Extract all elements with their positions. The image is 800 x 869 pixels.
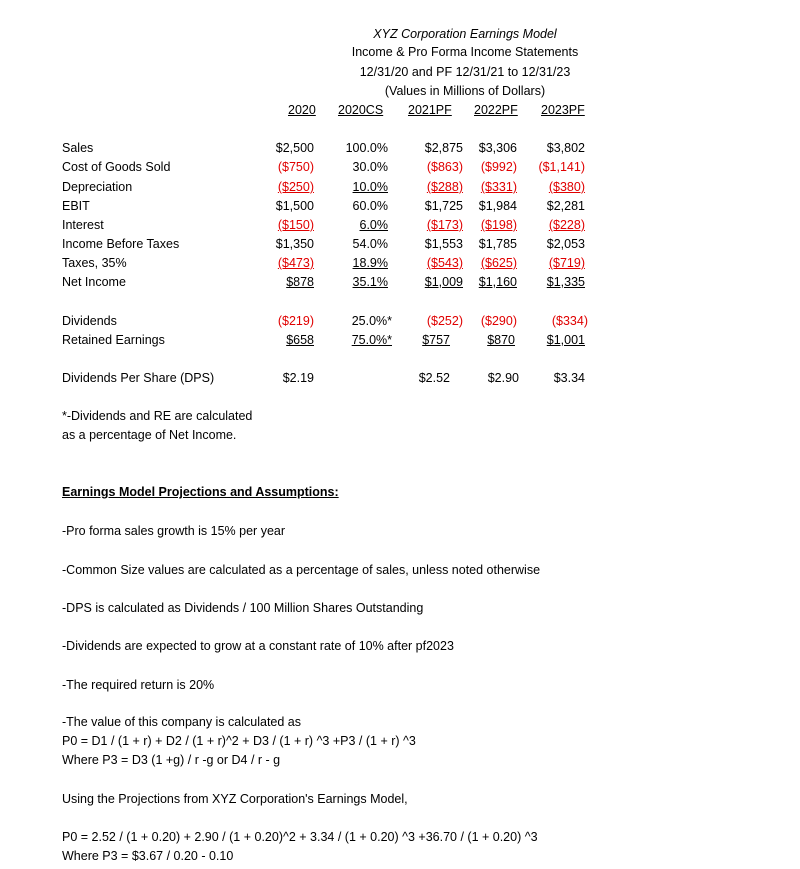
computation-line-2: Where P3 = $3.67 / 0.20 - 0.10 [62,849,234,863]
assumption-dividend-growth: -Dividends are expected to grow at a constant rate of 10% after pf2023 [62,639,454,653]
cell-net-income-2023pf: $1,335 [546,275,585,289]
cell-interest-2020cs: 6.0% [359,218,388,232]
cell-interest-2023pf: ($228) [548,218,585,232]
column-header-2020cs: 2020CS [338,103,384,117]
cell-ebit-2022pf: $1,984 [478,199,517,213]
row-label-taxes: Taxes, 35% [62,256,127,270]
cell-re-2021pf: $757 [422,333,450,347]
cell-dps-2020: $2.19 [282,371,314,385]
model-title: XYZ Corporation Earnings Model [373,27,557,41]
cell-interest-2022pf: ($198) [480,218,517,232]
column-header-2022pf: 2022PF [474,103,518,117]
footnote-line-2: as a percentage of Net Income. [62,428,237,442]
valuation-line-1: -The value of this company is calculated as [62,715,302,729]
cell-net-income-2020cs: 35.1% [352,275,388,289]
cell-cogs-2020cs: 30.0% [352,160,388,174]
cell-re-2020cs: 75.0%* [351,333,392,347]
assumption-sales-growth: -Pro forma sales growth is 15% per year [62,524,286,538]
cell-dividends-2020cs: 25.0%* [351,314,392,328]
cell-ibt-2020: $1,350 [275,237,314,251]
cell-dps-2023pf: $3.34 [553,371,585,385]
cell-interest-2020: ($150) [277,218,314,232]
cell-depreciation-2020: ($250) [277,180,314,194]
cell-dps-2022pf: $2.90 [487,371,519,385]
cell-sales-2020cs: 100.0% [345,141,388,155]
row-label-income-before-taxes: Income Before Taxes [62,237,180,251]
row-label-sales: Sales [62,141,94,155]
cell-sales-2022pf: $3,306 [478,141,517,155]
cell-ebit-2020cs: 60.0% [352,199,388,213]
row-label-cogs: Cost of Goods Sold [62,160,171,174]
cell-ebit-2021pf: $1,725 [424,199,463,213]
cell-sales-2020: $2,500 [275,141,314,155]
cell-ibt-2022pf: $1,785 [478,237,517,251]
column-header-2020: 2020 [288,103,316,117]
column-header-2023pf: 2023PF [541,103,585,117]
cell-net-income-2022pf: $1,160 [478,275,517,289]
cell-sales-2023pf: $3,802 [546,141,585,155]
cell-dividends-2023pf: ($334) [551,314,588,328]
cell-re-2023pf: $1,001 [546,333,585,347]
cell-dividends-2020: ($219) [277,314,314,328]
cell-cogs-2022pf: ($992) [480,160,517,174]
cell-depreciation-2023pf: ($380) [548,180,585,194]
cell-cogs-2020: ($750) [277,160,314,174]
cell-net-income-2021pf: $1,009 [424,275,463,289]
cell-taxes-2023pf: ($719) [548,256,585,270]
cell-ibt-2023pf: $2,053 [546,237,585,251]
cell-sales-2021pf: $2,875 [424,141,463,155]
cell-re-2020: $658 [286,333,314,347]
cell-depreciation-2021pf: ($288) [426,180,463,194]
projection-intro: Using the Projections from XYZ Corporation's Earnings Model, [62,792,408,806]
row-label-interest: Interest [62,218,104,232]
valuation-formula: P0 = D1 / (1 + r) + D2 / (1 + r)^2 + D3 / (1 + r) ^3 +P3 / (1 + r) ^3 [62,734,416,748]
cell-cogs-2023pf: ($1,141) [538,160,585,174]
model-dates: 12/31/20 and PF 12/31/21 to 12/31/23 [359,65,571,79]
cell-cogs-2021pf: ($863) [426,160,463,174]
cell-taxes-2020cs: 18.9% [352,256,388,270]
cell-depreciation-2022pf: ($331) [480,180,517,194]
cell-ibt-2021pf: $1,553 [424,237,463,251]
cell-taxes-2022pf: ($625) [480,256,517,270]
column-header-2021pf: 2021PF [408,103,452,117]
cell-ebit-2020: $1,500 [275,199,314,213]
cell-ebit-2023pf: $2,281 [546,199,585,213]
footnote-line-1: *-Dividends and RE are calculated [62,409,253,423]
cell-taxes-2021pf: ($543) [426,256,463,270]
assumption-dps: -DPS is calculated as Dividends / 100 Million Shares Outstanding [62,601,424,615]
row-label-ebit: EBIT [62,199,90,213]
assumption-common-size: -Common Size values are calculated as a percentage of sales, unless noted otherwise [62,563,541,577]
cell-net-income-2020: $878 [286,275,314,289]
valuation-terminal-formula: Where P3 = D3 (1 +g) / r -g or D4 / r - g [62,753,281,767]
row-label-dps: Dividends Per Share (DPS) [62,371,215,385]
assumptions-heading: Earnings Model Projections and Assumptions: [62,485,339,499]
cell-dividends-2022pf: ($290) [480,314,517,328]
cell-ibt-2020cs: 54.0% [352,237,388,251]
row-label-depreciation: Depreciation [62,180,133,194]
row-label-dividends: Dividends [62,314,117,328]
cell-interest-2021pf: ($173) [426,218,463,232]
cell-dps-2021pf: $2.52 [418,371,450,385]
assumption-required-return: -The required return is 20% [62,678,215,692]
row-label-retained-earnings: Retained Earnings [62,333,165,347]
row-label-net-income: Net Income [62,275,126,289]
model-units: (Values in Millions of Dollars) [384,84,546,98]
cell-re-2022pf: $870 [487,333,515,347]
cell-dividends-2021pf: ($252) [426,314,463,328]
model-subtitle: Income & Pro Forma Income Statements [351,45,579,59]
cell-depreciation-2020cs: 10.0% [352,180,388,194]
cell-taxes-2020: ($473) [277,256,314,270]
computation-line-1: P0 = 2.52 / (1 + 0.20) + 2.90 / (1 + 0.20)^2 + 3.34 / (1 + 0.20) ^3 +36.70 / (1 + 0.20) ^3 [62,830,538,844]
